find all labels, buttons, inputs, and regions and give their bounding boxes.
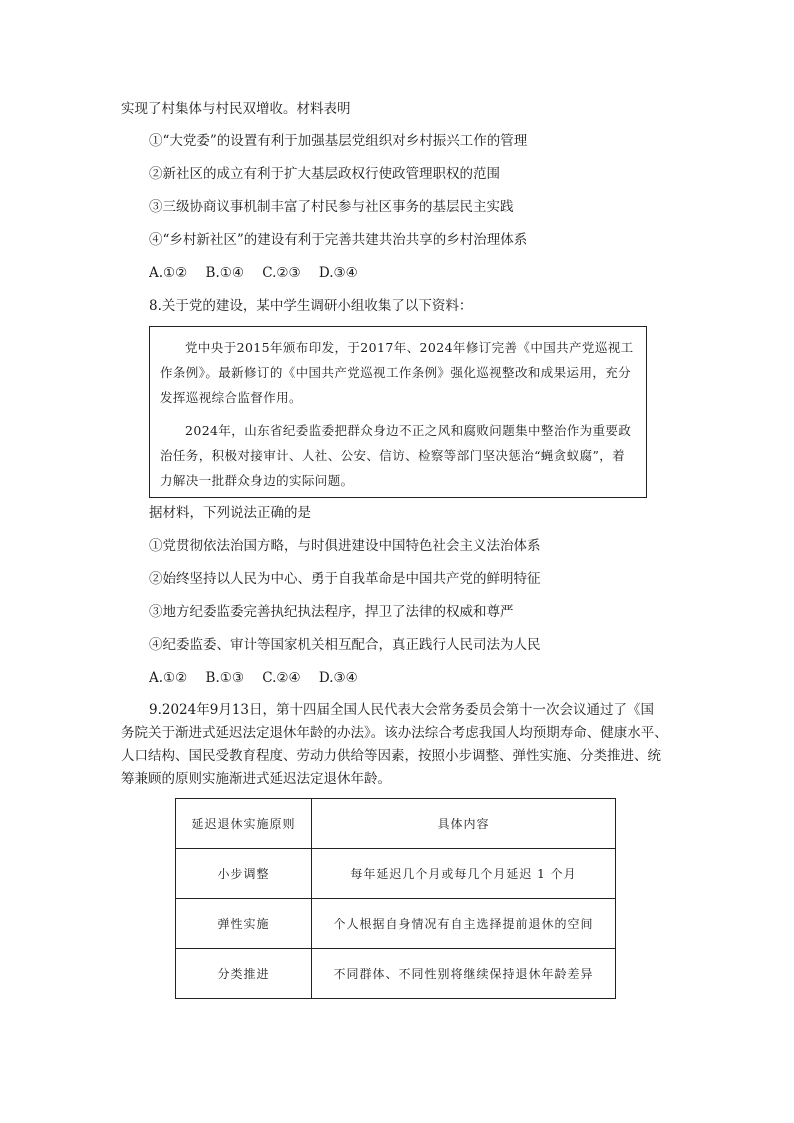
q8-prompt: 据材料，下列说法正确的是 [149, 505, 311, 521]
q8-option-3: ③地方纪委监委完善执纪执法程序，捍卫了法律的权威和尊严 [149, 604, 514, 620]
q7-lead-text: 实现了村集体与村民双增收。材料表明 [121, 101, 351, 117]
table-cell-content: 个人根据自身情况有自主选择提前退休的空间 [312, 899, 616, 949]
q9-stem-line-4: 筹兼顾的原则实施渐进式延迟法定退休年龄。 [121, 771, 391, 787]
q7-option-2: ②新社区的成立有利于扩大基层政权行使政管理职权的范围 [149, 166, 500, 182]
table-cell-content: 每年延迟几个月或每几个月延迟 1 个月 [312, 849, 616, 899]
q7-option-1: ①“大党委”的设置有利于加强基层党组织对乡村振兴工作的管理 [149, 133, 528, 149]
q8-choice-b: B.①③ [205, 670, 244, 686]
q8-choice-d: D.③④ [318, 670, 358, 686]
q7-choices [149, 263, 372, 283]
q9-stem-line-1: 9.2024年9月13日，第十四届全国人民代表大会常务委员会第十一次会议通过了《国 [149, 702, 655, 718]
q7-option-3: ③三级协商议事机制丰富了村民参与社区事务的基层民主实践 [149, 199, 514, 215]
retirement-principles-table [175, 798, 616, 999]
q7-option-4: ④“乡村新社区”的建设有利于完善共建共治共享的乡村治理体系 [149, 232, 528, 248]
q7-choice-c: C.②③ [262, 265, 301, 281]
table-cell-principle: 弹性实施 [176, 899, 312, 949]
table-cell-content: 不同群体、不同性别将继续保持退休年龄差异 [312, 949, 616, 999]
table-cell-principle: 分类推进 [176, 949, 312, 999]
table-cell-principle: 小步调整 [176, 849, 312, 899]
q8-choice-c: C.②④ [262, 670, 301, 686]
q8-option-1: ①党贯彻依法治国方略，与时俱进建设中国特色社会主义法治体系 [149, 538, 541, 554]
q9-stem-line-3: 人口结构、国民受教育程度、劳动力供给等因素，按照小步调整、弹性实施、分类推进、统 [121, 748, 661, 764]
table-header-principle: 延迟退休实施原则 [176, 799, 312, 849]
q8-material-box [149, 326, 647, 498]
q8-stem: 8.关于党的建设，某中学生调研小组收集了以下资料： [149, 298, 473, 314]
q8-option-2: ②始终坚持以人民为中心、勇于自我革命是中国共产党的鲜明特征 [149, 571, 541, 587]
q9-stem-line-2: 务院关于渐进式延迟法定退休年龄的办法》。该办法综合考虑我国人均预期寿命、健康水平、 [121, 725, 668, 741]
table-header-row [176, 799, 616, 849]
q8-choice-a: A.①② [149, 670, 188, 686]
q8-option-4: ④纪委监委、审计等国家机关相互配合，真正践行人民司法为人民 [149, 637, 541, 653]
q7-choice-b: B.①④ [205, 265, 244, 281]
table-row [176, 849, 616, 899]
q7-choice-d: D.③④ [318, 265, 358, 281]
q8-material-paragraph-2: 2024年，山东省纪委监委把群众身边不正之风和腐败问题集中整治作为重要政治任务，积极对接审计、人社、公安、信访、检察等部门坚决惩治“蝇贪蚁腐”，着力解决一批群众身边的实际问题。 [160, 423, 632, 488]
table-row [176, 899, 616, 949]
table-header-content: 具体内容 [312, 799, 616, 849]
q7-choice-a: A.①② [149, 265, 188, 281]
q8-choices [149, 668, 372, 688]
q8-material-paragraph-1: 党中央于2015年颁布印发，于2017年、2024年修订完善《中国共产党巡视工作条例》。最新修订的《中国共产党巡视工作条例》强化巡视整改和成果运用，充分发挥巡视综合监督作用。 [160, 340, 634, 405]
table-row [176, 949, 616, 999]
